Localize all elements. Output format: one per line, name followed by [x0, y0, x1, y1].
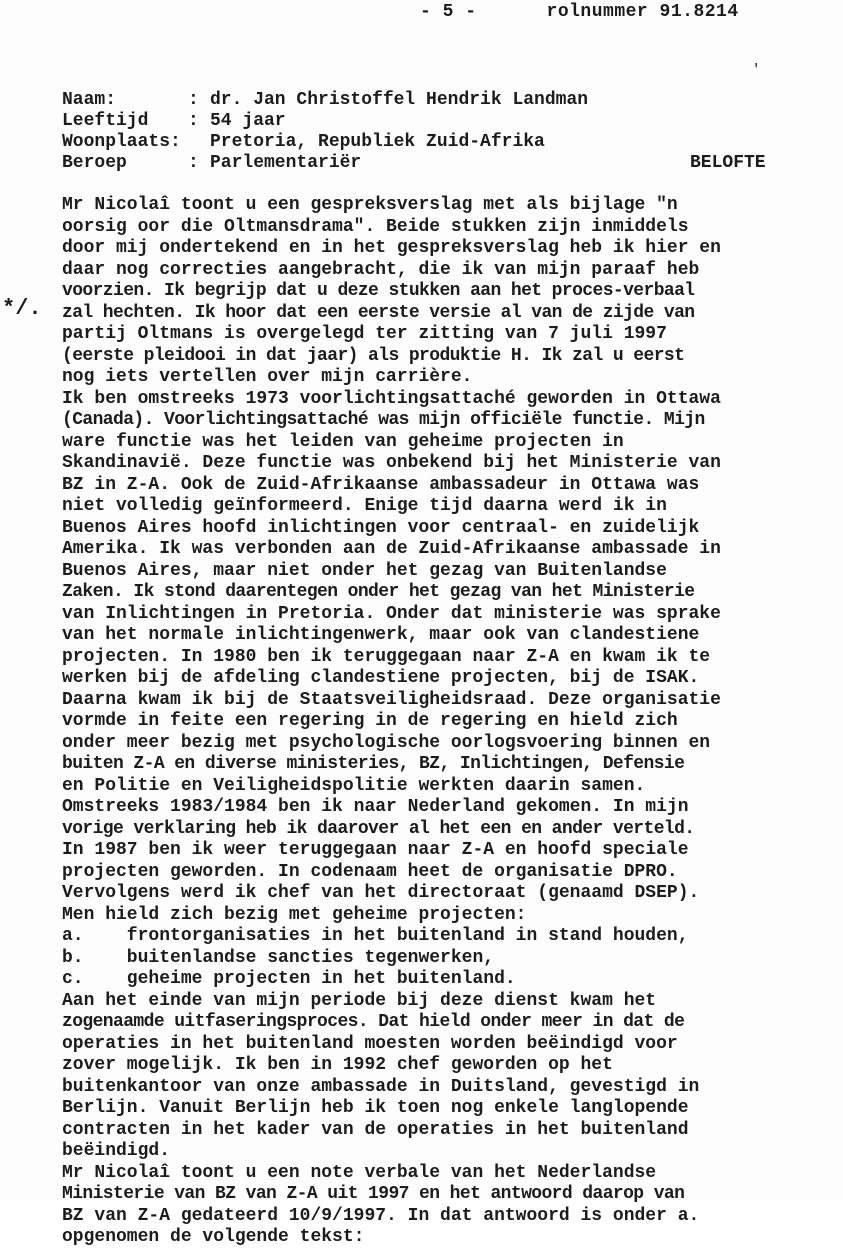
statement-line: Omstreeks 1983/1984 ben ik naar Nederland gekomen. In mijn	[62, 797, 689, 817]
statement-line: Zaken. Ik stond daarentegen onder het gezag van het Ministerie	[62, 582, 695, 602]
identity-label: Woonplaats:	[62, 132, 181, 152]
statement-line: zal hechten. Ik hoor dat een eerste versie al van de zijde van	[62, 302, 695, 323]
statement-line: Berlijn. Vanuit Berlijn heb ik toen nog enkele langlopende	[62, 1098, 689, 1118]
statement-line: Buenos Aires, maar niet onder het gezag van Buitenlandse	[62, 560, 667, 581]
identity-value: Pretoria, Republiek Zuid-Afrika	[210, 132, 545, 152]
statement-line: Daarna kwam ik bij de Staatsveiligheidsraad. Deze organisatie	[62, 689, 721, 710]
page-number: - 5 -	[420, 2, 477, 22]
statement-line: Skandinavië. Deze functie was onbekend bij het Ministerie van	[62, 453, 721, 473]
statement-line: oorsig oor die Oltmansdrama". Beide stukken zijn inmiddels	[62, 216, 689, 237]
identity-label: Beroep	[62, 153, 127, 173]
identity-row-age: Leeftijd : 54 jaar	[62, 111, 286, 131]
statement-line: zogenaamde uitfaseringsproces. Dat hield onder meer in dat de	[62, 1012, 685, 1032]
statement-line: c. geheime projecten in het buitenland.	[62, 969, 516, 989]
statement-line: niet volledig geïnformeerd. Enige tijd daarna werd ik in	[62, 496, 667, 516]
statement-line: Mr Nicolaî toont u een gespreksverslag met als bijlage "n	[62, 195, 678, 215]
statement-line: projecten geworden. In codenaam heet de organisatie DPRO.	[62, 861, 678, 882]
stray-mark: '	[752, 62, 761, 78]
statement-line: door mij ondertekend en in het gespreksverslag heb ik hier en	[62, 238, 721, 258]
statement-line: Ik ben omstreeks 1973 voorlichtingsattaché geworden in Ottawa	[62, 388, 721, 409]
statement-line: projecten. In 1980 ben ik teruggegaan naar Z-A en kwam ik te	[62, 646, 711, 667]
identity-row-name: Naam: : dr. Jan Christoffel Hendrik Landman	[62, 90, 589, 110]
statement-line: Amerika. Ik was verbonden aan de Zuid-Afrikaanse ambassade in	[62, 539, 721, 559]
statement-line: a. frontorganisaties in het buitenland in stand houden,	[62, 926, 689, 946]
statement-line: van het normale inlichtingenwerk, maar ook van clandestiene	[62, 625, 700, 645]
statement-line: van Inlichtingen in Pretoria. Onder dat ministerie was sprake	[62, 603, 721, 624]
statement-line: ware functie was het leiden van geheime projecten in	[62, 431, 624, 452]
statement-line: operaties in het buitenland moesten worden beëindigd voor	[62, 1033, 678, 1054]
identity-label: Leeftijd	[62, 111, 149, 131]
margin-annotation: */.	[2, 296, 42, 321]
statement-line: opgenomen de volgende tekst:	[62, 1227, 365, 1247]
statement-line: beëindigd.	[62, 1141, 171, 1161]
page-header	[420, 2, 739, 22]
statement-line: zover mogelijk. Ik ben in 1992 chef geworden op het	[62, 1055, 613, 1075]
statement-line: partij Oltmans is overgelegd ter zitting van 7 juli 1997	[62, 324, 667, 344]
statement-line: werken bij de afdeling clandestiene projecten, bij de ISAK.	[62, 668, 700, 688]
statement-line: vorige verklaring heb ik daarover al het een en ander verteld.	[62, 818, 695, 839]
statement-line: Men hield zich bezig met geheime projecten:	[62, 904, 527, 925]
statement-line: (eerste pleidooi in dat jaar) als produktie H. Ik zal u eerst	[62, 345, 685, 366]
statement-line: vormde in feite een regering in de regering en hield zich	[62, 711, 678, 731]
identity-row-residence	[62, 132, 588, 153]
statement-line: BZ van Z-A gedateerd 10/9/1997. In dat antwoord is onder a.	[62, 1205, 700, 1226]
statement-line: daar nog correcties aangebracht, die ik van mijn paraaf heb	[62, 259, 700, 280]
statement-line: contracten in het kader van de operaties in het buitenland	[62, 1119, 689, 1140]
witness-identity-block	[62, 90, 588, 174]
statement-line: In 1987 ben ik weer teruggegaan naar Z-A en hoofd speciale	[62, 840, 689, 860]
statement-line: buitenkantoor van onze ambassade in Duitsland, gevestigd in	[62, 1076, 700, 1097]
statement-line: b. buitenlandse sancties tegenwerken,	[62, 947, 495, 968]
identity-value: Parlementariër	[210, 153, 362, 173]
identity-value: dr. Jan Christoffel Hendrik Landman	[210, 90, 589, 110]
statement-line: onder meer bezig met psychologische oorlogsvoering binnen en	[62, 732, 711, 753]
statement-line: en Politie en Veiligheidspolitie werkten daarin samen.	[62, 775, 646, 796]
oath-label: BELOFTE	[690, 153, 766, 173]
identity-value: 54 jaar	[210, 111, 286, 131]
statement-line: (Canada). Voorlichtingsattaché was mijn officiële functie. Mijn	[62, 410, 705, 430]
statement-line: BZ in Z-A. Ook de Zuid-Afrikaanse ambassadeur in Ottawa was	[62, 474, 700, 495]
identity-row-profession: Beroep : Parlementariër	[62, 153, 362, 173]
statement-line: buiten Z-A en diverse ministeries, BZ, Inlichtingen, Defensie	[62, 754, 685, 774]
statement-line: nog iets vertellen over mijn carrière.	[62, 367, 473, 387]
statement-line: voorzien. Ik begrijp dat u deze stukken aan het proces-verbaal	[62, 281, 695, 301]
statement-line: Buenos Aires hoofd inlichtingen voor centraal- en zuidelijk	[62, 517, 700, 538]
case-number: rolnummer 91.8214	[546, 2, 739, 22]
statement-body	[62, 195, 842, 1249]
statement-line: Mr Nicolaî toont u een note verbale van het Nederlandse	[62, 1162, 657, 1183]
statement-line: Aan het einde van mijn periode bij deze dienst kwam het	[62, 990, 657, 1011]
statement-line: Ministerie van BZ van Z-A uit 1997 en het antwoord daarop van	[62, 1184, 685, 1204]
statement-line: Vervolgens werd ik chef van het directoraat (genaamd DSEP).	[62, 883, 700, 903]
identity-label: Naam:	[62, 90, 117, 110]
